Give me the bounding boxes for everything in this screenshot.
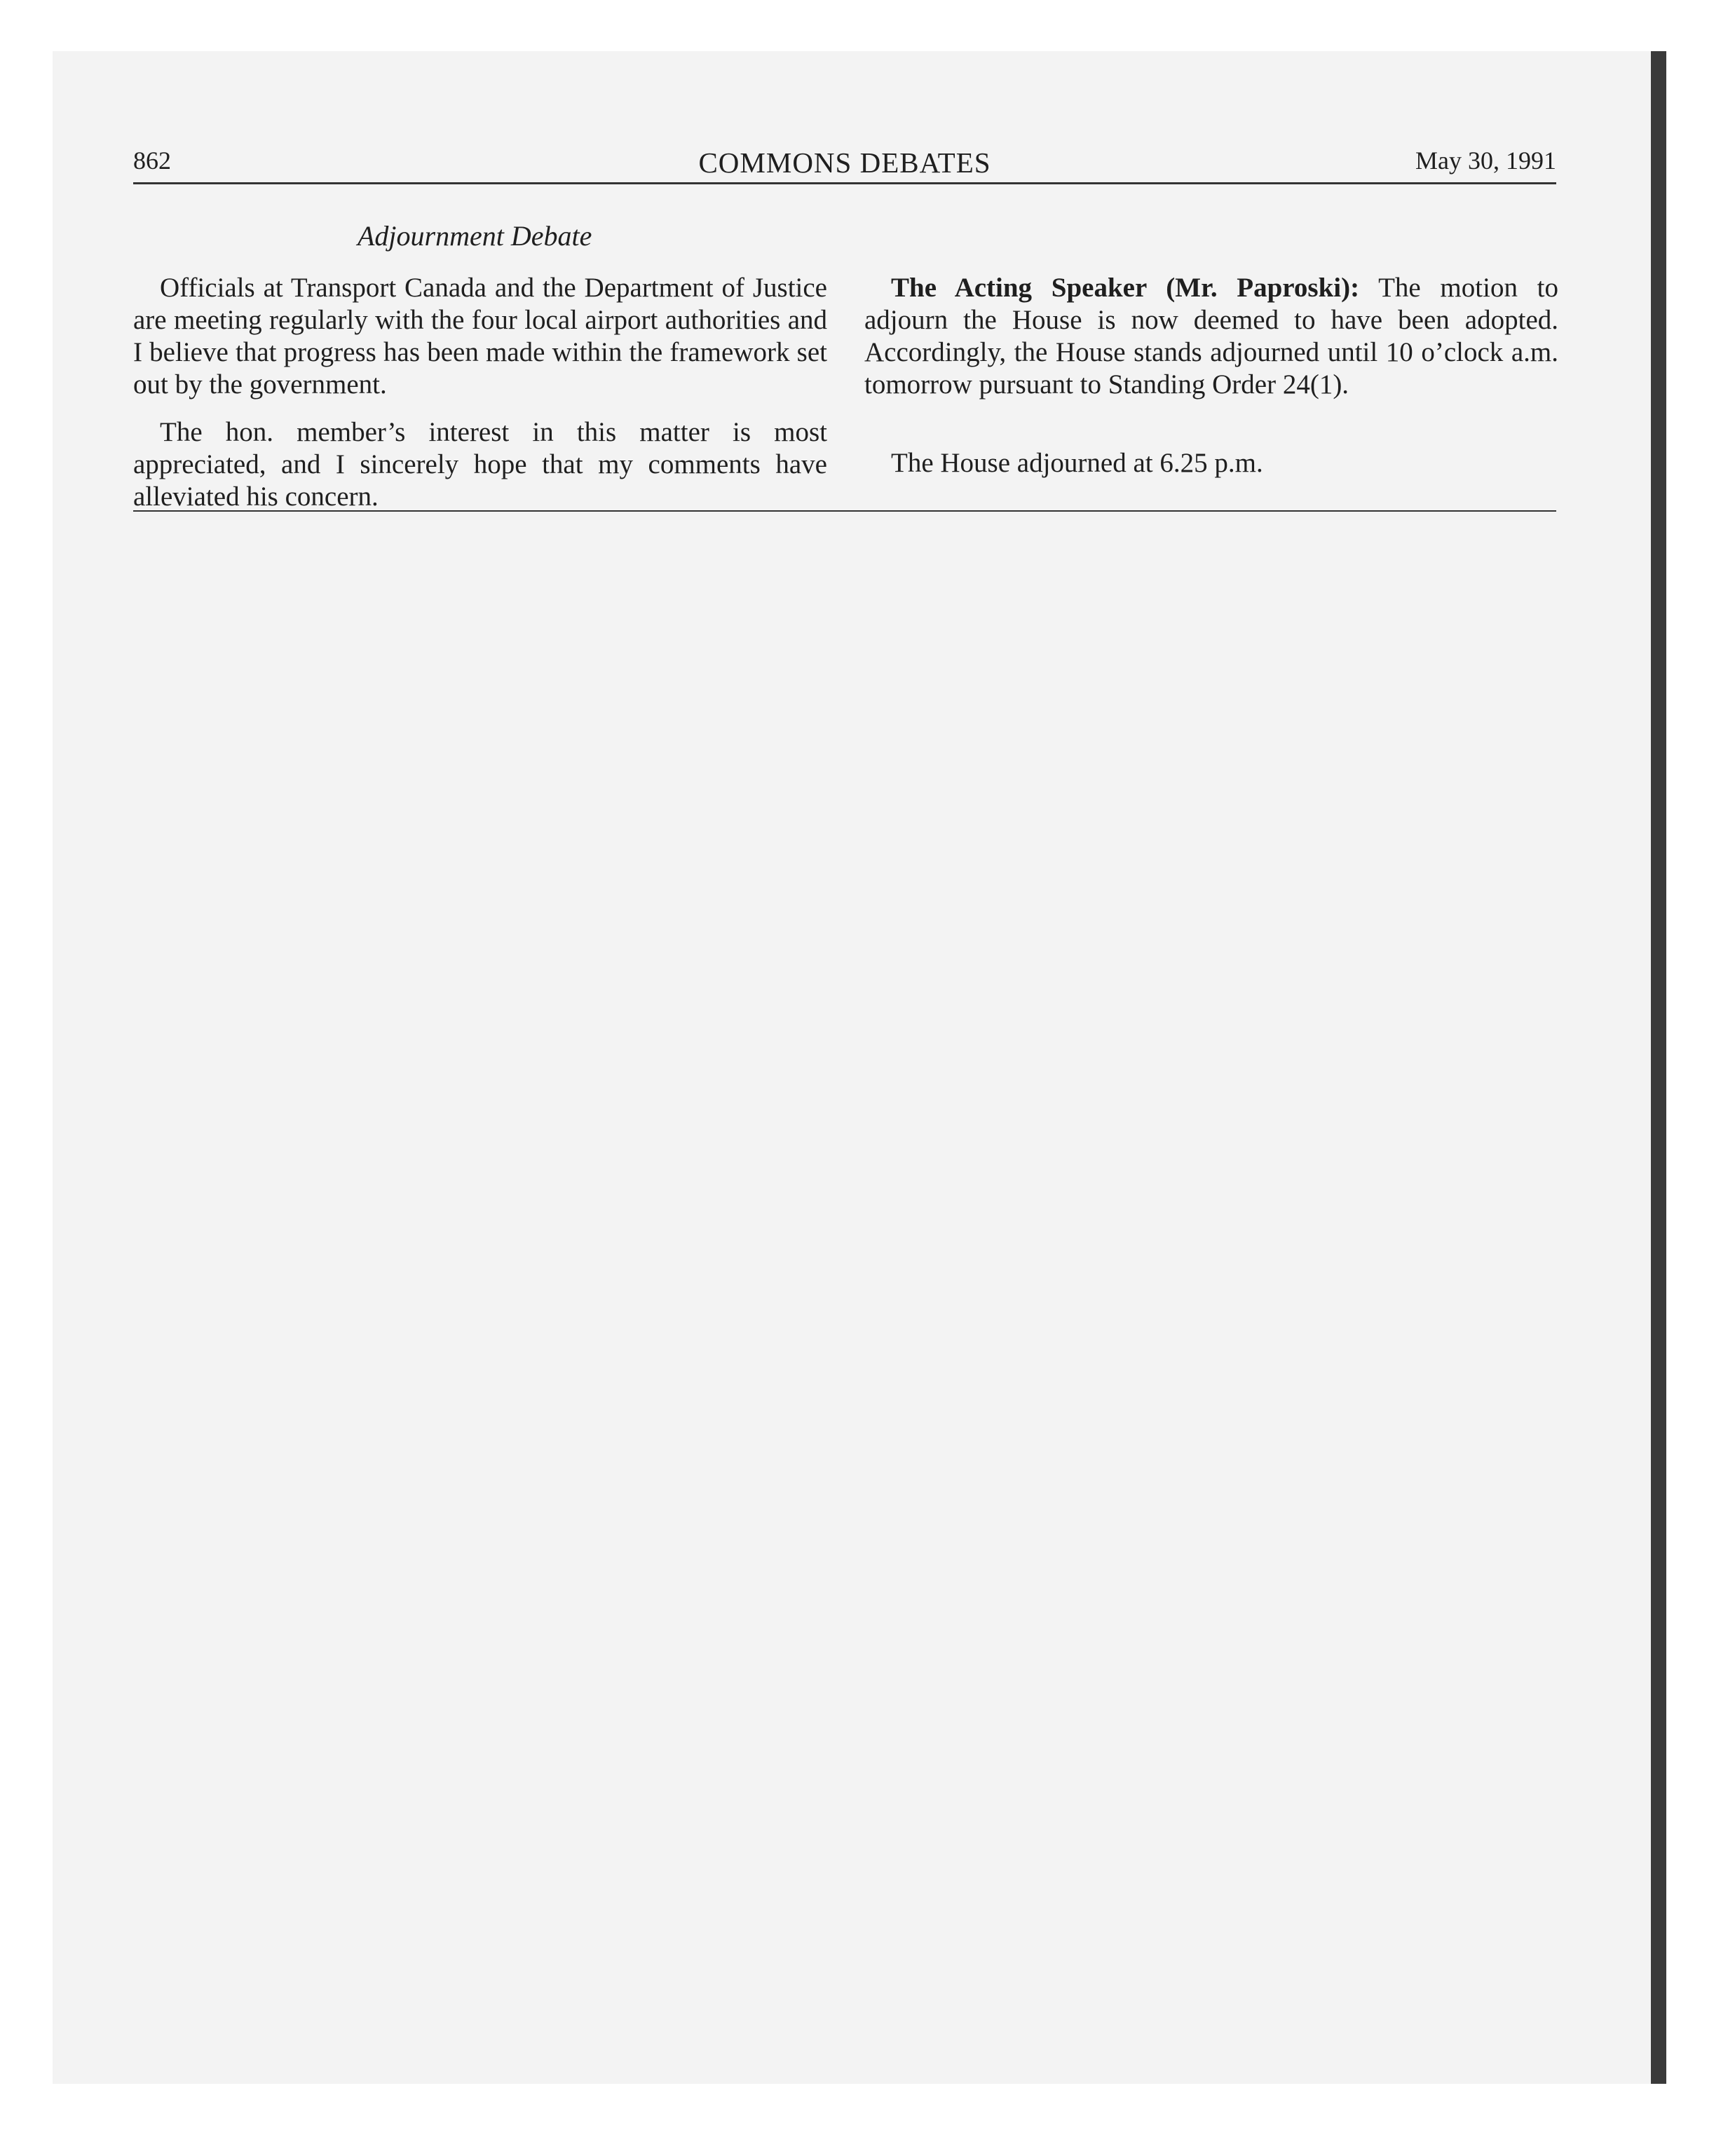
scan-edge-bar	[1651, 51, 1666, 2084]
page-number: 862	[133, 146, 171, 175]
running-title: COMMONS DEBATES	[698, 146, 991, 179]
left-column	[133, 272, 827, 513]
paragraph: Officials at Transport Canada and the Department of Justice are meeting regularly with the four local airport authorities and I believe that progress has been made within the framework set out by the government.	[133, 273, 827, 400]
page-header	[133, 140, 1556, 184]
paragraph: The hon. member’s interest in this matter is most appreciated, and I sincerely hope that my comments have alleviated his concern.	[133, 417, 827, 512]
speaker-paragraph	[864, 272, 1558, 401]
right-column	[864, 272, 1558, 479]
speech-text: The motion to adjourn the House is now deemed to have been adopted. Accordingly, the House stands adjourned until 10 o’clock a.m. tomorrow pursuant to Standing Order 24(1).	[864, 273, 1558, 400]
section-title: Adjournment Debate	[358, 220, 592, 252]
section-end-rule	[133, 510, 1556, 512]
adjournment-note: The House adjourned at 6.25 p.m.	[891, 448, 1263, 478]
speaker-name: The Acting Speaker (Mr. Paproski):	[891, 273, 1360, 303]
page-date: May 30, 1991	[1415, 146, 1556, 175]
